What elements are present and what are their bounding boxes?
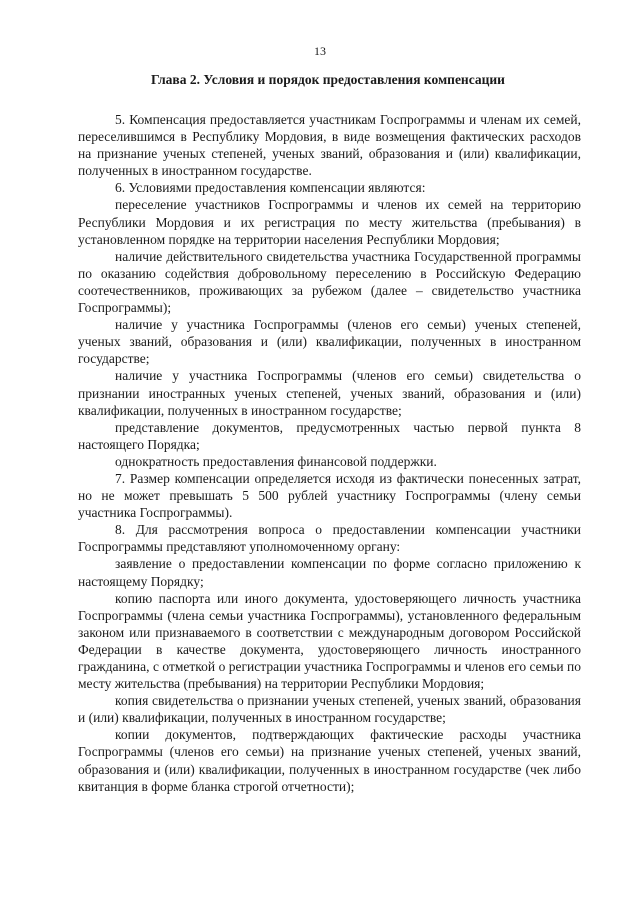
- condition-relocation: переселение участников Госпрограммы и членов их семей на территорию Республики Мордовия и их регистрация по месту жительства (пребывания) в установленном порядке на территории населения Республики Мордовия;: [78, 197, 581, 247]
- document-body: [78, 111, 581, 795]
- chapter-title: Глава 2. Условия и порядок предоставления компенсации: [151, 72, 505, 87]
- condition-documents: представление документов, предусмотренных частью первой пункта 8 настоящего Порядка;: [78, 419, 581, 452]
- paragraph-item-7: 7. Размер компенсации определяется исходя из фактически понесенных затрат, но не может превышать 5 500 рублей участнику Госпрограммы (члену семьи участника Госпрограммы).: [78, 470, 581, 521]
- document-recognition-copy: копия свидетельства о признании ученых степеней, ученых званий, образования и (или) квалификации, полученных в иностранном государстве;: [78, 693, 581, 726]
- condition-certificate: наличие действительного свидетельства участника Государственной программы по оказанию содействия добровольному переселению в Российскую Федерацию соотечественников, проживающих за рубежом (далее – свидетельство участника Госпрограммы);: [78, 248, 581, 316]
- condition-degrees: наличие у участника Госпрограммы (членов его семьи) ученых степеней, ученых званий, образования и (или) квалификации, полученных в иностранном государстве;: [78, 317, 581, 367]
- paragraph-item-6: 6. Условиями предоставления компенсации являются:: [115, 180, 426, 196]
- document-application: заявление о предоставлении компенсации по форме согласно приложению к настоящему Порядку;: [78, 556, 581, 589]
- condition-one-time: однократность предоставления финансовой поддержки.: [115, 453, 437, 469]
- paragraph-item-5: 5. Компенсация предоставляется участникам Госпрограммы и членам их семей, переселившимся в Республику Мордовия, в виде возмещения фактических расходов на признание ученых степеней, ученых званий, образования и (или) квалификации, полученных в иностранном государстве.: [78, 112, 581, 179]
- paragraph-item-8: 8. Для рассмотрения вопроса о предоставлении компенсации участники Госпрограммы представляют уполномоченному органу:: [78, 522, 581, 555]
- page-number: 13: [314, 44, 326, 58]
- document-expense-copies: копии документов, подтверждающих фактические расходы участника Госпрограммы (членов его семьи) на признание ученых степеней, ученых званий, образования и (или) квалификации, полученных в иностранном государстве (чек либо квитанция в форме бланка строгой отчетности);: [78, 727, 581, 794]
- document-passport-copy: копию паспорта или иного документа, удостоверяющего личность участника Госпрограммы (члена семьи участника Госпрограммы), установленного федеральным законом или признаваемого в соответствии с международным договором Российской Федерации в качестве документа, удостоверяющего личность иностранного гражданина, с отметкой о регистрации участника Госпрограммы и членов его семьи по месту жительства (пребывания) на территории Республики Мордовия;: [78, 590, 581, 692]
- condition-recognition: наличие у участника Госпрограммы (членов его семьи) свидетельства о признании иностранных ученых степеней, ученых званий, образования и (или) квалификации, полученных в иностранном государстве;: [78, 368, 581, 418]
